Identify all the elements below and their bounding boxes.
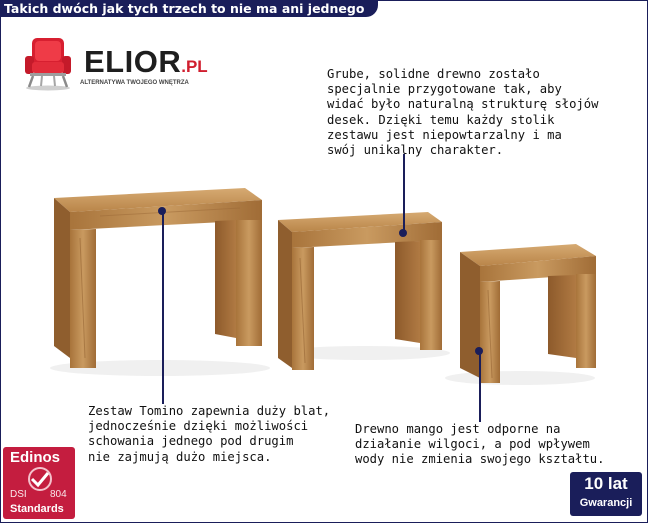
wood-description: Grube, solidne drewno zostało specjalnie przygotowane tak, aby widać było naturalną strukturę słojów desek. Dzięki temu każdy stolik zestawu jest niepowtarzalny i ma swój unikalny charakter. — [327, 67, 599, 158]
edinos-standards-badge[interactable]: Edinos DSI 804 Standards — [3, 447, 75, 519]
pointer-line-wood — [403, 154, 405, 232]
checkmark-seal-icon — [25, 467, 55, 491]
pointer-dot-wood — [399, 229, 407, 237]
warranty-badge[interactable]: 10 lat Gwarancji — [570, 472, 642, 516]
pointer-dot-set — [158, 207, 166, 215]
set-description: Zestaw Tomino zapewnia duży blat, jednocześnie dzięki możliwości schowania jednego pod drugim nie zajmują dużo miejsca. — [88, 404, 331, 464]
brand-name: ELIOR.PL — [84, 44, 208, 79]
armchair-icon — [18, 32, 80, 92]
pointer-line-set — [162, 212, 164, 404]
brand-tagline: ALTERNATYWA TWOJEGO WNĘTRZA — [80, 80, 189, 86]
mango-description: Drewno mango jest odporne na działanie wilgoci, a pod wpływem wody nie zmienia swojego kształtu. — [355, 422, 605, 467]
pointer-dot-mango — [475, 347, 483, 355]
pointer-line-mango — [479, 352, 481, 422]
large-table — [54, 188, 262, 368]
slogan-banner: Takich dwóch jak tych trzech to nie ma ani jednego — [0, 0, 378, 17]
nesting-tables-image — [40, 178, 620, 393]
